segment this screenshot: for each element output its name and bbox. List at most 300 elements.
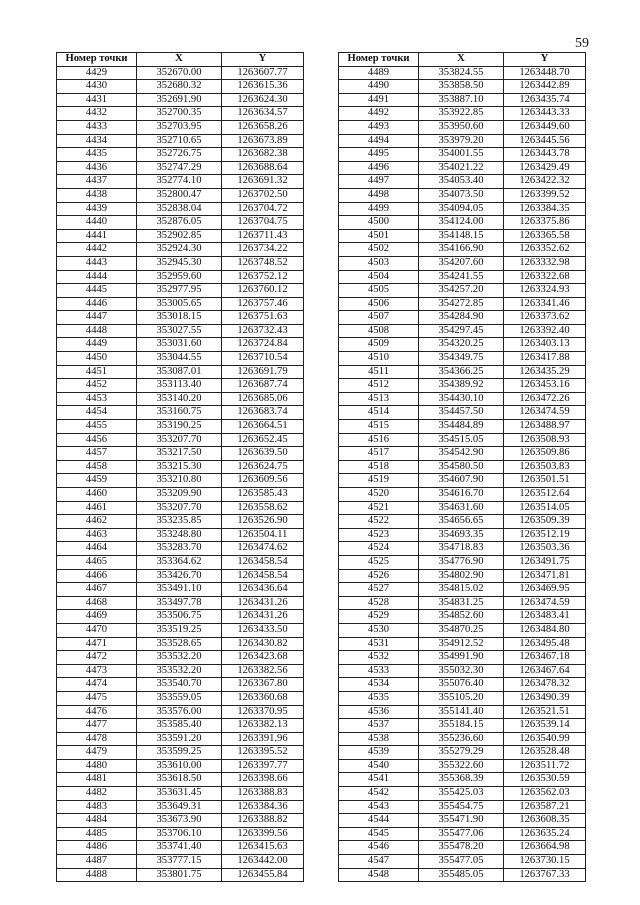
point-number-cell: 4480 bbox=[57, 759, 137, 773]
point-number-cell: 4547 bbox=[339, 855, 419, 869]
x-coordinate-cell: 353706.10 bbox=[137, 827, 222, 841]
column-header-y: Y bbox=[222, 53, 304, 67]
table-row bbox=[339, 297, 586, 311]
x-coordinate-cell: 354831.25 bbox=[419, 596, 504, 610]
point-number-cell: 4548 bbox=[339, 868, 419, 882]
y-coordinate-cell: 1263514.05 bbox=[504, 501, 586, 515]
table-row bbox=[57, 474, 304, 488]
y-coordinate-cell: 1263683.74 bbox=[222, 406, 304, 420]
table-row bbox=[339, 610, 586, 624]
y-coordinate-cell: 1263398.66 bbox=[222, 773, 304, 787]
y-coordinate-cell: 1263436.64 bbox=[222, 583, 304, 597]
x-coordinate-cell: 353540.70 bbox=[137, 678, 222, 692]
y-coordinate-cell: 1263702.50 bbox=[222, 188, 304, 202]
x-coordinate-cell: 355471.90 bbox=[419, 814, 504, 828]
point-number-cell: 4438 bbox=[57, 188, 137, 202]
table-row bbox=[57, 447, 304, 461]
point-number-cell: 4545 bbox=[339, 827, 419, 841]
table-body-left bbox=[57, 66, 304, 882]
table-row bbox=[339, 623, 586, 637]
table-row bbox=[57, 759, 304, 773]
x-coordinate-cell: 352670.00 bbox=[137, 66, 222, 80]
y-coordinate-cell: 1263504.11 bbox=[222, 528, 304, 542]
x-coordinate-cell: 353215.30 bbox=[137, 460, 222, 474]
point-number-cell: 4430 bbox=[57, 80, 137, 94]
x-coordinate-cell: 354166.90 bbox=[419, 243, 504, 257]
point-number-cell: 4472 bbox=[57, 651, 137, 665]
point-number-cell: 4511 bbox=[339, 365, 419, 379]
x-coordinate-cell: 353235.85 bbox=[137, 515, 222, 529]
point-number-cell: 4468 bbox=[57, 596, 137, 610]
point-number-cell: 4479 bbox=[57, 746, 137, 760]
x-coordinate-cell: 354870.25 bbox=[419, 623, 504, 637]
y-coordinate-cell: 1263417.88 bbox=[504, 352, 586, 366]
y-coordinate-cell: 1263752.12 bbox=[222, 270, 304, 284]
point-number-cell: 4458 bbox=[57, 460, 137, 474]
x-coordinate-cell: 353087.01 bbox=[137, 365, 222, 379]
column-header-y: Y bbox=[504, 53, 586, 67]
y-coordinate-cell: 1263491.75 bbox=[504, 555, 586, 569]
point-number-cell: 4488 bbox=[57, 868, 137, 882]
x-coordinate-cell: 354094.05 bbox=[419, 202, 504, 216]
x-coordinate-cell: 353160.75 bbox=[137, 406, 222, 420]
point-number-cell: 4538 bbox=[339, 732, 419, 746]
point-number-cell: 4459 bbox=[57, 474, 137, 488]
x-coordinate-cell: 354207.60 bbox=[419, 256, 504, 270]
x-coordinate-cell: 354366.25 bbox=[419, 365, 504, 379]
point-number-cell: 4471 bbox=[57, 637, 137, 651]
point-number-cell: 4505 bbox=[339, 284, 419, 298]
y-coordinate-cell: 1263483.41 bbox=[504, 610, 586, 624]
y-coordinate-cell: 1263609.56 bbox=[222, 474, 304, 488]
x-coordinate-cell: 353532.20 bbox=[137, 651, 222, 665]
x-coordinate-cell: 354053.40 bbox=[419, 175, 504, 189]
table-row bbox=[57, 175, 304, 189]
x-coordinate-cell: 353950.60 bbox=[419, 120, 504, 134]
y-coordinate-cell: 1263332.98 bbox=[504, 256, 586, 270]
table-row bbox=[57, 787, 304, 801]
x-coordinate-cell: 353207.70 bbox=[137, 433, 222, 447]
table-row bbox=[57, 732, 304, 746]
x-coordinate-cell: 352838.04 bbox=[137, 202, 222, 216]
x-coordinate-cell: 353741.40 bbox=[137, 841, 222, 855]
point-number-cell: 4532 bbox=[339, 651, 419, 665]
table-row bbox=[339, 93, 586, 107]
x-coordinate-cell: 354991.90 bbox=[419, 651, 504, 665]
x-coordinate-cell: 353591.20 bbox=[137, 732, 222, 746]
point-number-cell: 4451 bbox=[57, 365, 137, 379]
x-coordinate-cell: 354693.35 bbox=[419, 528, 504, 542]
y-coordinate-cell: 1263467.18 bbox=[504, 651, 586, 665]
y-coordinate-cell: 1263375.86 bbox=[504, 216, 586, 230]
x-coordinate-cell: 353801.75 bbox=[137, 868, 222, 882]
x-coordinate-cell: 355485.05 bbox=[419, 868, 504, 882]
y-coordinate-cell: 1263509.39 bbox=[504, 515, 586, 529]
x-coordinate-cell: 353113.40 bbox=[137, 379, 222, 393]
column-header-point-number: Номер точки bbox=[339, 53, 419, 67]
x-coordinate-cell: 353497.78 bbox=[137, 596, 222, 610]
x-coordinate-cell: 353018.15 bbox=[137, 311, 222, 325]
table-row bbox=[57, 311, 304, 325]
table-row bbox=[57, 868, 304, 882]
table-row bbox=[339, 202, 586, 216]
table-row bbox=[57, 338, 304, 352]
point-number-cell: 4517 bbox=[339, 447, 419, 461]
y-coordinate-cell: 1263443.33 bbox=[504, 107, 586, 121]
x-coordinate-cell: 355184.15 bbox=[419, 719, 504, 733]
x-coordinate-cell: 353044.55 bbox=[137, 352, 222, 366]
point-number-cell: 4489 bbox=[339, 66, 419, 80]
x-coordinate-cell: 354284.90 bbox=[419, 311, 504, 325]
point-number-cell: 4509 bbox=[339, 338, 419, 352]
x-coordinate-cell: 353979.20 bbox=[419, 134, 504, 148]
x-coordinate-cell: 353528.65 bbox=[137, 637, 222, 651]
point-number-cell: 4492 bbox=[339, 107, 419, 121]
y-coordinate-cell: 1263562.03 bbox=[504, 787, 586, 801]
table-row bbox=[339, 447, 586, 461]
x-coordinate-cell: 354257.20 bbox=[419, 284, 504, 298]
y-coordinate-cell: 1263751.63 bbox=[222, 311, 304, 325]
point-number-cell: 4446 bbox=[57, 297, 137, 311]
x-coordinate-cell: 354001.55 bbox=[419, 148, 504, 162]
x-coordinate-cell: 353610.00 bbox=[137, 759, 222, 773]
y-coordinate-cell: 1263511.72 bbox=[504, 759, 586, 773]
page-number: 59 bbox=[575, 36, 589, 51]
point-number-cell: 4466 bbox=[57, 569, 137, 583]
y-coordinate-cell: 1263528.48 bbox=[504, 746, 586, 760]
x-coordinate-cell: 355322.60 bbox=[419, 759, 504, 773]
table-row bbox=[57, 148, 304, 162]
column-header-x: X bbox=[137, 53, 222, 67]
point-number-cell: 4544 bbox=[339, 814, 419, 828]
y-coordinate-cell: 1263710.54 bbox=[222, 352, 304, 366]
y-coordinate-cell: 1263760.12 bbox=[222, 284, 304, 298]
y-coordinate-cell: 1263478.32 bbox=[504, 678, 586, 692]
table-row bbox=[339, 256, 586, 270]
point-number-cell: 4487 bbox=[57, 855, 137, 869]
point-number-cell: 4546 bbox=[339, 841, 419, 855]
y-coordinate-cell: 1263691.32 bbox=[222, 175, 304, 189]
y-coordinate-cell: 1263360.68 bbox=[222, 691, 304, 705]
x-coordinate-cell: 353209.90 bbox=[137, 488, 222, 502]
x-coordinate-cell: 354718.83 bbox=[419, 542, 504, 556]
y-coordinate-cell: 1263509.86 bbox=[504, 447, 586, 461]
y-coordinate-cell: 1263388.82 bbox=[222, 814, 304, 828]
table-row bbox=[57, 80, 304, 94]
y-coordinate-cell: 1263392.40 bbox=[504, 324, 586, 338]
x-coordinate-cell: 353491.10 bbox=[137, 583, 222, 597]
point-number-cell: 4437 bbox=[57, 175, 137, 189]
table-row bbox=[339, 814, 586, 828]
point-number-cell: 4464 bbox=[57, 542, 137, 556]
x-coordinate-cell: 353140.20 bbox=[137, 392, 222, 406]
point-number-cell: 4475 bbox=[57, 691, 137, 705]
point-number-cell: 4457 bbox=[57, 447, 137, 461]
y-coordinate-cell: 1263682.38 bbox=[222, 148, 304, 162]
table-row bbox=[339, 120, 586, 134]
y-coordinate-cell: 1263471.81 bbox=[504, 569, 586, 583]
x-coordinate-cell: 355105.20 bbox=[419, 691, 504, 705]
point-number-cell: 4450 bbox=[57, 352, 137, 366]
x-coordinate-cell: 353031.60 bbox=[137, 338, 222, 352]
y-coordinate-cell: 1263435.29 bbox=[504, 365, 586, 379]
y-coordinate-cell: 1263673.89 bbox=[222, 134, 304, 148]
point-number-cell: 4435 bbox=[57, 148, 137, 162]
y-coordinate-cell: 1263382.56 bbox=[222, 664, 304, 678]
table-row bbox=[57, 855, 304, 869]
point-number-cell: 4527 bbox=[339, 583, 419, 597]
point-number-cell: 4501 bbox=[339, 229, 419, 243]
y-coordinate-cell: 1263521.51 bbox=[504, 705, 586, 719]
point-number-cell: 4543 bbox=[339, 800, 419, 814]
point-number-cell: 4490 bbox=[339, 80, 419, 94]
point-number-cell: 4444 bbox=[57, 270, 137, 284]
y-coordinate-cell: 1263352.62 bbox=[504, 243, 586, 257]
y-coordinate-cell: 1263474.59 bbox=[504, 406, 586, 420]
y-coordinate-cell: 1263587.21 bbox=[504, 800, 586, 814]
point-number-cell: 4470 bbox=[57, 623, 137, 637]
x-coordinate-cell: 353364.62 bbox=[137, 555, 222, 569]
x-coordinate-cell: 354457.50 bbox=[419, 406, 504, 420]
table-row bbox=[339, 161, 586, 175]
table-row bbox=[339, 583, 586, 597]
x-coordinate-cell: 354815.02 bbox=[419, 583, 504, 597]
table-row bbox=[339, 243, 586, 257]
point-number-cell: 4516 bbox=[339, 433, 419, 447]
table-row bbox=[57, 719, 304, 733]
x-coordinate-cell: 353887.10 bbox=[419, 93, 504, 107]
y-coordinate-cell: 1263467.64 bbox=[504, 664, 586, 678]
point-number-cell: 4477 bbox=[57, 719, 137, 733]
table-row bbox=[339, 555, 586, 569]
point-number-cell: 4495 bbox=[339, 148, 419, 162]
point-number-cell: 4433 bbox=[57, 120, 137, 134]
y-coordinate-cell: 1263458.54 bbox=[222, 555, 304, 569]
table-row bbox=[339, 732, 586, 746]
x-coordinate-cell: 354515.05 bbox=[419, 433, 504, 447]
x-coordinate-cell: 353283.70 bbox=[137, 542, 222, 556]
x-coordinate-cell: 353005.65 bbox=[137, 297, 222, 311]
point-number-cell: 4507 bbox=[339, 311, 419, 325]
table-row bbox=[57, 120, 304, 134]
x-coordinate-cell: 354484.89 bbox=[419, 420, 504, 434]
table-row bbox=[57, 814, 304, 828]
x-coordinate-cell: 354430.10 bbox=[419, 392, 504, 406]
y-coordinate-cell: 1263474.62 bbox=[222, 542, 304, 556]
table-row bbox=[57, 800, 304, 814]
table-row bbox=[339, 175, 586, 189]
table-row bbox=[57, 664, 304, 678]
y-coordinate-cell: 1263757.46 bbox=[222, 297, 304, 311]
y-coordinate-cell: 1263415.63 bbox=[222, 841, 304, 855]
table-row bbox=[339, 855, 586, 869]
y-coordinate-cell: 1263748.52 bbox=[222, 256, 304, 270]
table-row bbox=[339, 705, 586, 719]
y-coordinate-cell: 1263399.56 bbox=[222, 827, 304, 841]
x-coordinate-cell: 354776.90 bbox=[419, 555, 504, 569]
table-row bbox=[57, 841, 304, 855]
point-number-cell: 4498 bbox=[339, 188, 419, 202]
x-coordinate-cell: 355032.30 bbox=[419, 664, 504, 678]
point-number-cell: 4447 bbox=[57, 311, 137, 325]
table-row bbox=[339, 66, 586, 80]
y-coordinate-cell: 1263384.36 bbox=[222, 800, 304, 814]
point-number-cell: 4473 bbox=[57, 664, 137, 678]
point-number-cell: 4502 bbox=[339, 243, 419, 257]
x-coordinate-cell: 355076.40 bbox=[419, 678, 504, 692]
table-row bbox=[57, 324, 304, 338]
table-row bbox=[339, 433, 586, 447]
point-number-cell: 4523 bbox=[339, 528, 419, 542]
table-row bbox=[57, 392, 304, 406]
y-coordinate-cell: 1263365.58 bbox=[504, 229, 586, 243]
y-coordinate-cell: 1263429.49 bbox=[504, 161, 586, 175]
point-number-cell: 4448 bbox=[57, 324, 137, 338]
table-row bbox=[339, 868, 586, 882]
table-row bbox=[57, 216, 304, 230]
y-coordinate-cell: 1263634.57 bbox=[222, 107, 304, 121]
y-coordinate-cell: 1263388.83 bbox=[222, 787, 304, 801]
point-number-cell: 4483 bbox=[57, 800, 137, 814]
y-coordinate-cell: 1263608.35 bbox=[504, 814, 586, 828]
x-coordinate-cell: 354852.60 bbox=[419, 610, 504, 624]
x-coordinate-cell: 355368.39 bbox=[419, 773, 504, 787]
x-coordinate-cell: 353559.05 bbox=[137, 691, 222, 705]
point-number-cell: 4449 bbox=[57, 338, 137, 352]
point-number-cell: 4504 bbox=[339, 270, 419, 284]
table-row bbox=[339, 324, 586, 338]
x-coordinate-cell: 353519.25 bbox=[137, 623, 222, 637]
table-row bbox=[339, 515, 586, 529]
point-number-cell: 4429 bbox=[57, 66, 137, 80]
point-number-cell: 4529 bbox=[339, 610, 419, 624]
column-header-point-number: Номер точки bbox=[57, 53, 137, 67]
point-number-cell: 4497 bbox=[339, 175, 419, 189]
point-number-cell: 4443 bbox=[57, 256, 137, 270]
table-row bbox=[339, 352, 586, 366]
point-number-cell: 4484 bbox=[57, 814, 137, 828]
x-coordinate-cell: 355477.06 bbox=[419, 827, 504, 841]
x-coordinate-cell: 353922.85 bbox=[419, 107, 504, 121]
table-row bbox=[57, 256, 304, 270]
y-coordinate-cell: 1263422.32 bbox=[504, 175, 586, 189]
x-coordinate-cell: 354297.45 bbox=[419, 324, 504, 338]
point-number-cell: 4482 bbox=[57, 787, 137, 801]
table-row bbox=[339, 270, 586, 284]
table-row bbox=[339, 392, 586, 406]
point-number-cell: 4441 bbox=[57, 229, 137, 243]
y-coordinate-cell: 1263384.35 bbox=[504, 202, 586, 216]
point-number-cell: 4456 bbox=[57, 433, 137, 447]
y-coordinate-cell: 1263431.26 bbox=[222, 596, 304, 610]
table-row bbox=[57, 773, 304, 787]
y-coordinate-cell: 1263539.14 bbox=[504, 719, 586, 733]
point-number-cell: 4513 bbox=[339, 392, 419, 406]
x-coordinate-cell: 352726.75 bbox=[137, 148, 222, 162]
point-number-cell: 4478 bbox=[57, 732, 137, 746]
table-row bbox=[57, 188, 304, 202]
x-coordinate-cell: 352959.60 bbox=[137, 270, 222, 284]
y-coordinate-cell: 1263615.36 bbox=[222, 80, 304, 94]
x-coordinate-cell: 353210.80 bbox=[137, 474, 222, 488]
table-row bbox=[57, 161, 304, 175]
table-row bbox=[339, 528, 586, 542]
x-coordinate-cell: 354389.92 bbox=[419, 379, 504, 393]
table-row bbox=[57, 501, 304, 515]
y-coordinate-cell: 1263382.13 bbox=[222, 719, 304, 733]
x-coordinate-cell: 353618.50 bbox=[137, 773, 222, 787]
y-coordinate-cell: 1263443.78 bbox=[504, 148, 586, 162]
point-number-cell: 4460 bbox=[57, 488, 137, 502]
x-coordinate-cell: 355454.75 bbox=[419, 800, 504, 814]
point-number-cell: 4453 bbox=[57, 392, 137, 406]
point-number-cell: 4474 bbox=[57, 678, 137, 692]
table-row bbox=[57, 705, 304, 719]
x-coordinate-cell: 352774.10 bbox=[137, 175, 222, 189]
table-row bbox=[57, 610, 304, 624]
point-number-cell: 4436 bbox=[57, 161, 137, 175]
point-number-cell: 4520 bbox=[339, 488, 419, 502]
y-coordinate-cell: 1263431.26 bbox=[222, 610, 304, 624]
x-coordinate-cell: 354148.15 bbox=[419, 229, 504, 243]
table-row bbox=[339, 338, 586, 352]
table-row bbox=[339, 80, 586, 94]
y-coordinate-cell: 1263391.96 bbox=[222, 732, 304, 746]
x-coordinate-cell: 352710.65 bbox=[137, 134, 222, 148]
table-row bbox=[339, 501, 586, 515]
x-coordinate-cell: 353673.90 bbox=[137, 814, 222, 828]
y-coordinate-cell: 1263730.15 bbox=[504, 855, 586, 869]
table-row bbox=[57, 691, 304, 705]
table-row bbox=[339, 311, 586, 325]
y-coordinate-cell: 1263688.64 bbox=[222, 161, 304, 175]
y-coordinate-cell: 1263512.19 bbox=[504, 528, 586, 542]
y-coordinate-cell: 1263558.62 bbox=[222, 501, 304, 515]
point-number-cell: 4494 bbox=[339, 134, 419, 148]
point-number-cell: 4461 bbox=[57, 501, 137, 515]
table-row bbox=[57, 555, 304, 569]
point-number-cell: 4540 bbox=[339, 759, 419, 773]
y-coordinate-cell: 1263540.99 bbox=[504, 732, 586, 746]
table-row bbox=[339, 284, 586, 298]
table-row bbox=[57, 515, 304, 529]
x-coordinate-cell: 352876.05 bbox=[137, 216, 222, 230]
y-coordinate-cell: 1263691.79 bbox=[222, 365, 304, 379]
point-number-cell: 4432 bbox=[57, 107, 137, 121]
table-row bbox=[339, 188, 586, 202]
x-coordinate-cell: 353824.55 bbox=[419, 66, 504, 80]
point-number-cell: 4541 bbox=[339, 773, 419, 787]
x-coordinate-cell: 354021.22 bbox=[419, 161, 504, 175]
table-row bbox=[57, 352, 304, 366]
table-header-row bbox=[339, 53, 586, 67]
x-coordinate-cell: 352680.32 bbox=[137, 80, 222, 94]
point-number-cell: 4533 bbox=[339, 664, 419, 678]
point-number-cell: 4499 bbox=[339, 202, 419, 216]
y-coordinate-cell: 1263458.54 bbox=[222, 569, 304, 583]
x-coordinate-cell: 353777.15 bbox=[137, 855, 222, 869]
point-number-cell: 4518 bbox=[339, 460, 419, 474]
table-row bbox=[57, 365, 304, 379]
point-number-cell: 4491 bbox=[339, 93, 419, 107]
y-coordinate-cell: 1263442.89 bbox=[504, 80, 586, 94]
y-coordinate-cell: 1263658.26 bbox=[222, 120, 304, 134]
y-coordinate-cell: 1263442.00 bbox=[222, 855, 304, 869]
x-coordinate-cell: 354631.60 bbox=[419, 501, 504, 515]
x-coordinate-cell: 353248.80 bbox=[137, 528, 222, 542]
point-number-cell: 4493 bbox=[339, 120, 419, 134]
table-row bbox=[57, 827, 304, 841]
